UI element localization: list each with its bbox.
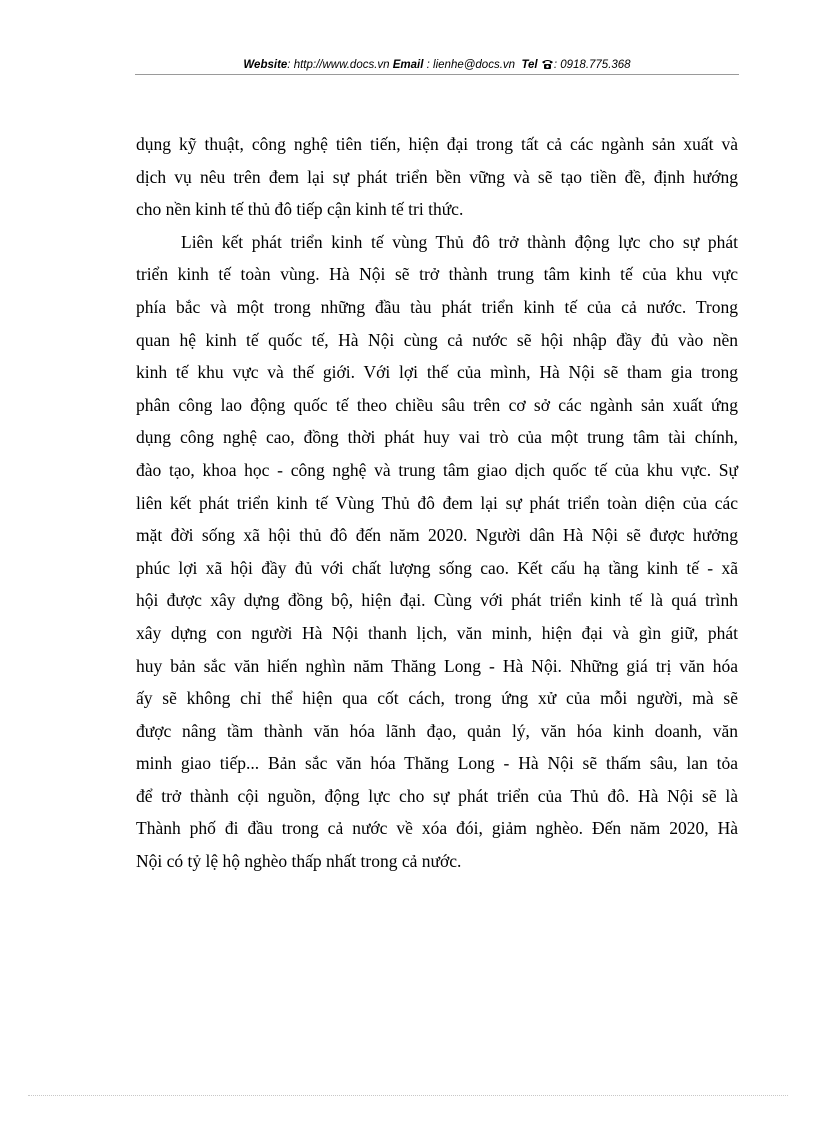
text-line: phúc lợi xã hội đầy đủ với chất lượng sống cao. Kết cấu hạ tầng kinh tế - xã: [136, 557, 738, 578]
text-line: Nội có tỷ lệ hộ nghèo thấp nhất trong cả nước.: [136, 851, 462, 872]
text-line: Thành phố đi đầu trong cả nước về xóa đói, giảm nghèo. Đến năm 2020, Hà: [136, 818, 738, 839]
text-line: liên kết phát triển kinh tế Vùng Thủ đô đem lại sự phát triển toàn diện của các: [136, 492, 738, 513]
page-header: Website: http://www.docs.vn Email : lienhe@docs.vn Tel : 0918.775.368: [135, 57, 739, 77]
header-rule: [135, 74, 739, 75]
text-line: quan hệ kinh tế quốc tế, Hà Nội cùng cả nước sẽ hội nhập đầy đủ vào nền: [136, 329, 738, 350]
text-line: dịch vụ nêu trên đem lại sự phát triển bền vững và sẽ tạo tiền đề, định hướng: [136, 166, 738, 187]
text-line: phía bắc và một trong những đầu tàu phát triển kinh tế của cả nước. Trong: [136, 296, 738, 317]
text-line: minh giao tiếp... Bản sắc văn hóa Thăng Long - Hà Nội sẽ thấm sâu, lan tỏa: [136, 753, 738, 774]
text-line: cho nền kinh tế thủ đô tiếp cận kinh tế tri thức.: [136, 199, 464, 220]
text-line: xây dựng con người Hà Nội thanh lịch, văn minh, hiện đại và gìn giữ, phát: [136, 622, 738, 643]
text-line: hội được xây dựng đồng bộ, hiện đại. Cùng với phát triển kinh tế là quá trình: [136, 590, 738, 611]
text-line: Liên kết phát triển kinh tế vùng Thủ đô trở thành động lực cho sự phát: [181, 231, 738, 252]
email-label: Email: [392, 59, 424, 71]
text-line: dụng công nghệ cao, đồng thời phát huy vai trò của một trung tâm tài chính,: [136, 427, 738, 448]
text-line: dụng kỹ thuật, công nghệ tiên tiến, hiện đại trong tất cả các ngành sản xuất và: [136, 134, 738, 154]
website-label: Website: [243, 59, 288, 71]
text-line: đào tạo, khoa học - công nghệ và trung tâm giao dịch quốc tế của khu vực. Sự: [136, 459, 738, 480]
paragraph-1: [136, 128, 738, 226]
document-body: [136, 128, 738, 878]
tel-value: 0918.775.368: [560, 59, 631, 71]
text-line: để trở thành cội nguồn, động lực cho sự phát triển của Thủ đô. Hà Nội sẽ là: [136, 785, 738, 806]
text-line: mặt đời sống xã hội thủ đô đến năm 2020. Người dân Hà Nội sẽ được hưởng: [136, 525, 738, 546]
text-line: huy bản sắc văn hiến nghìn năm Thăng Long - Hà Nội. Những giá trị văn hóa: [136, 655, 738, 676]
paragraph-2: [136, 226, 738, 878]
tel-label: Tel: [521, 59, 538, 71]
website-link[interactable]: http://www.docs.vn: [293, 59, 390, 71]
text-line: được nâng tầm thành văn hóa lãnh đạo, quản lý, văn hóa kinh doanh, văn: [136, 720, 738, 741]
footer-rule: [28, 1095, 788, 1096]
phone-icon: [541, 58, 554, 75]
email-link[interactable]: lienhe@docs.vn: [433, 59, 516, 71]
text-line: kinh tế khu vực và thế giới. Với lợi thế của mình, Hà Nội sẽ tham gia trong: [136, 362, 738, 383]
text-line: triển kinh tế toàn vùng. Hà Nội sẽ trở thành trung tâm kinh tế của khu vực: [136, 264, 738, 285]
text-line: phân công lao động quốc tế theo chiều sâu trên cơ sở các ngành sản xuất ứng: [136, 394, 738, 415]
text-line: ấy sẽ không chỉ thể hiện qua cốt cách, trong ứng xử của mỗi người, mà sẽ: [136, 688, 738, 709]
